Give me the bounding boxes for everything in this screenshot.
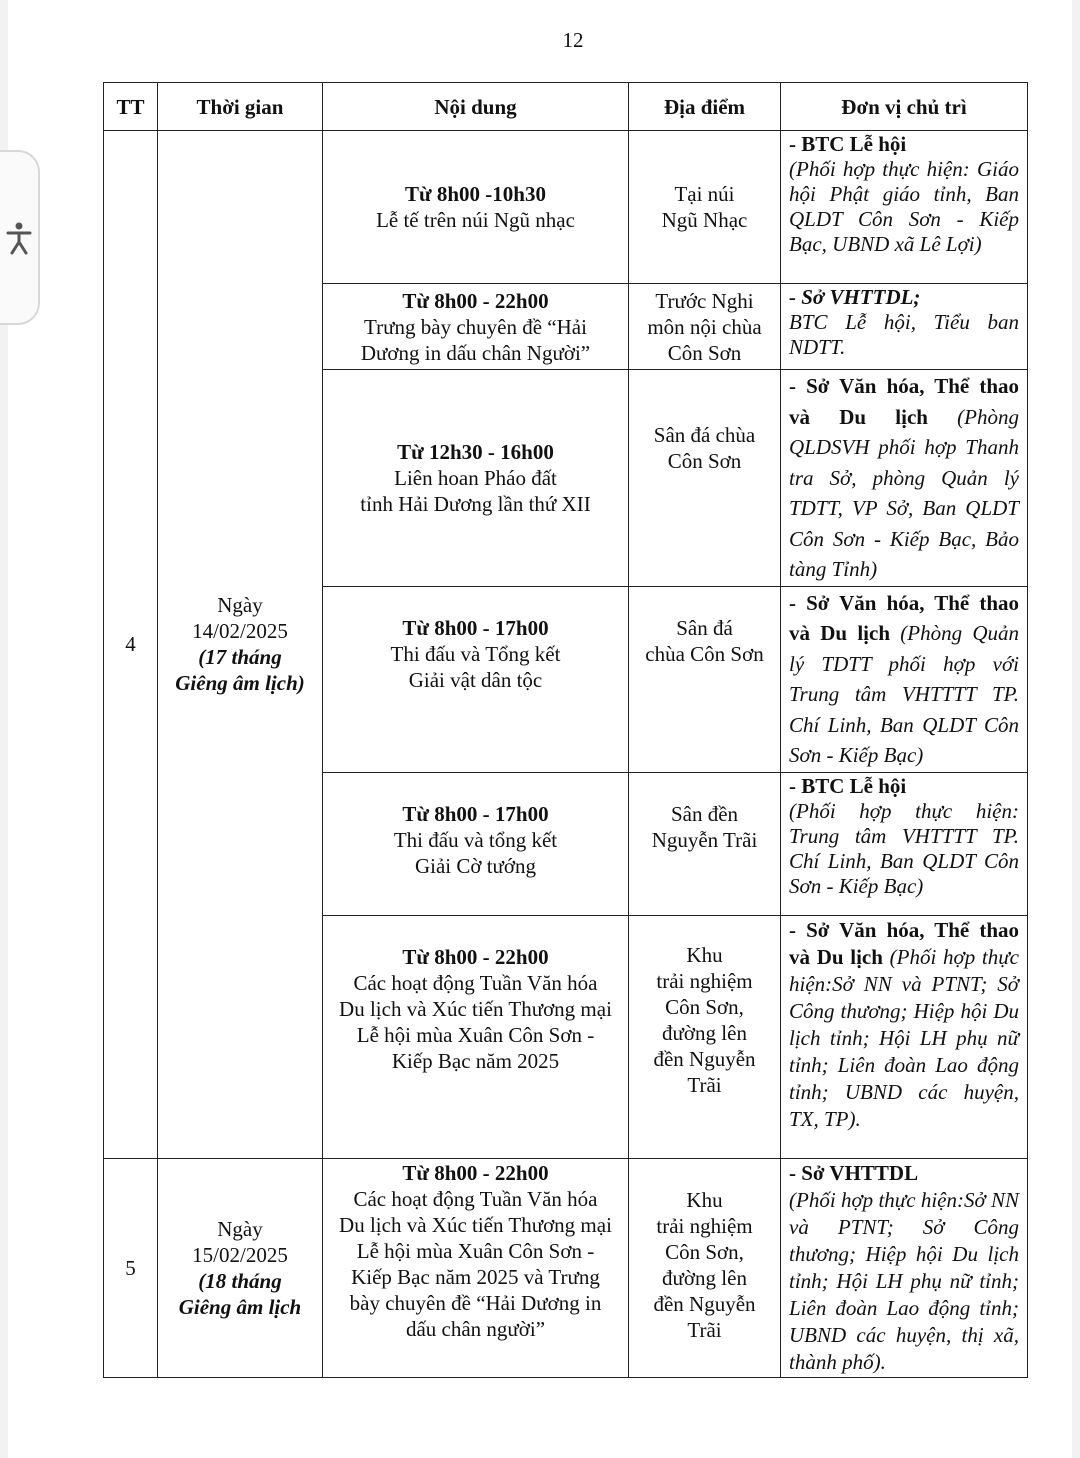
location-cell [629,284,781,370]
location-cell [629,370,781,587]
location-line: Côn Sơn [667,449,742,473]
organizer-cell [781,915,1028,1158]
date-label: Ngày [217,1216,263,1241]
page-number: 12 [562,28,584,52]
lunar-date: Giêng âm lịch) [175,671,305,696]
event-time: Từ 8h00 -10h30 [405,182,546,206]
location-line: Trước Nghi [655,288,754,313]
event-content: Giải vật dân tộc [408,667,543,692]
header-content: Nội dung [323,83,629,131]
date-cell [158,1158,323,1377]
location-line: Sân đá [676,615,733,640]
content-cell [323,131,629,284]
row-number: 5 [104,1158,158,1377]
content-cell [323,915,629,1158]
header-location: Địa điểm [629,83,781,131]
event-content: Du lịch và Xúc tiến Thương mại [339,996,612,1021]
location-cell [629,1158,781,1377]
location-line: Trãi [687,1317,722,1342]
content-cell [323,284,629,370]
event-content: Lễ tế trên núi Ngũ nhạc [376,208,575,232]
event-content: dấu chân người” [405,1316,546,1341]
organizer-cell [781,1158,1028,1377]
event-content: Các hoạt động Tuần Văn hóa [353,970,598,995]
event-content: Lễ hội mùa Xuân Côn Sơn - [356,1022,595,1047]
event-content: Dương in dấu chân Người” [360,340,591,365]
organizer-detail: (Phối hợp thực hiện: Trung tâm VHTTTT TP. Chí Linh, Ban QLDT Côn Sơn - Kiếp Bạc) [789,798,1019,898]
location-line: trải nghiệm [656,1213,753,1238]
event-content: Các hoạt động Tuần Văn hóa [353,1186,598,1211]
organizer-cell [781,586,1028,772]
organizer-name: - Sở Văn hóa, Thể thao và Du lịch [789,917,1019,969]
event-content: Thi đấu và tổng kết [393,827,558,852]
location-line: trải nghiệm [656,968,753,993]
date-value: 15/02/2025 [192,1242,288,1267]
event-time: Từ 8h00 - 22h00 [402,288,549,313]
event-time: Từ 12h30 - 16h00 [397,439,554,464]
organizer-name: - BTC Lễ hội [789,132,907,156]
row-number: 4 [104,131,158,1159]
content-cell [323,1158,629,1377]
location-line: môn nội chùa [647,314,762,339]
table-header-row [104,83,1028,131]
lunar-date: (17 tháng [198,645,282,670]
organizer-name: - BTC Lễ hội [789,773,907,798]
location-cell [629,772,781,915]
organizer-cell [781,772,1028,915]
header-tt: TT [104,83,158,131]
event-time: Từ 8h00 - 22h00 [402,944,549,969]
location-line: Khu [686,942,723,967]
location-line: Trãi [687,1072,722,1097]
location-line: đền Nguyễn [653,1046,756,1071]
organizer-detail: (Phối hợp thực hiện:Sở NN và PTNT; Sở Công thương; Hiệp hội Du lịch tỉnh; Hội LH phụ nữ tỉnh; Liên đoàn Lao động tỉnh; UBND các huyện, TX, TP). [789,944,1019,1131]
table-row [104,131,1028,284]
location-line: đường lên [662,1265,747,1290]
header-time: Thời gian [158,83,323,131]
content-cell [323,586,629,772]
event-content: Kiếp Bạc năm 2025 [391,1048,560,1073]
organizer-detail: (Phòng Quản lý TDTT phối hợp với Trung tâm VHTTTT TP. Chí Linh, Ban QLDT Côn Sơn - Kiếp Bạc) [789,621,1019,767]
location-line: đường lên [662,1020,747,1045]
header-organizer: Đơn vị chủ trì [781,83,1028,131]
location-line: Ngũ Nhạc [661,208,748,232]
organizer-name: - Sở VHTTDL; [789,285,921,309]
lunar-date: (18 tháng [198,1268,282,1293]
organizer-name: - Sở VHTTDL [789,1160,919,1185]
event-content: Giải Cờ tướng [414,853,537,878]
location-cell [629,131,781,284]
content-cell [323,772,629,915]
organizer-name: - Sở Văn hóa, Thể thao và Du lịch [789,590,1019,645]
event-time: Từ 8h00 - 17h00 [402,801,549,826]
date-value: 14/02/2025 [192,619,288,644]
event-content: Lễ hội mùa Xuân Côn Sơn - [356,1238,595,1263]
schedule-table [103,82,1028,1378]
location-line: Sân đền [670,801,739,826]
event-time: Từ 8h00 - 17h00 [402,615,549,640]
event-content: tỉnh Hải Dương lần thứ XII [360,491,591,516]
location-cell [629,915,781,1158]
location-line: Côn Sơn, [665,1239,744,1264]
lunar-date: Giêng âm lịch [178,1294,302,1319]
location-cell [629,586,781,772]
event-content: Kiếp Bạc năm 2025 và Trưng [351,1264,600,1289]
content-cell [323,370,629,587]
organizer-detail: (Phối hợp thực hiện: Giáo hội Phật giáo tỉnh, Ban QLDT Côn Sơn - Kiếp Bạc, UBND xã Lê Lợi) [789,157,1019,256]
event-content: Trưng bày chuyên đề “Hải [364,314,587,339]
organizer-name: - Sở Văn hóa, Thể thao và Du lịch [789,374,1019,429]
date-cell [158,131,323,1159]
location-line: Sân đá chùa [653,423,756,447]
organizer-cell [781,284,1028,370]
location-line: Côn Sơn [667,340,742,365]
organizer-detail: (Phòng QLDSVH phối hợp Thanh tra Sở, phòng Quản lý TDTT, VP Sở, Ban QLDT Côn Sơn - Kiếp Bạc, Bảo tàng Tỉnh) [789,404,1019,581]
table-row [104,1158,1028,1377]
event-time: Từ 8h00 - 22h00 [402,1160,549,1185]
location-line: Côn Sơn, [665,994,744,1019]
event-content: Thi đấu và Tổng kết [390,641,561,666]
organizer-detail: BTC Lễ hội, Tiểu ban NDTT. [789,310,1019,359]
location-line: chùa Côn Sơn [645,641,764,666]
accessibility-icon [6,221,32,255]
organizer-detail: (Phối hợp thực hiện:Sở NN và PTNT; Sở Công thương; Hiệp hội Du lịch tỉnh; Hội LH phụ nữ tỉnh; Liên đoàn Lao động tỉnh; UBND các huyện, thị xã, thành phố). [789,1187,1019,1374]
location-line: Tại núi [674,182,735,206]
location-line: đền Nguyễn [653,1291,756,1316]
organizer-cell [781,131,1028,284]
date-label: Ngày [217,593,263,618]
location-line: Khu [686,1187,723,1212]
event-content: Liên hoan Pháo đất [394,465,557,490]
location-line: Nguyễn Trãi [651,827,758,852]
accessibility-button[interactable] [0,150,40,325]
event-content: bày chuyên đề “Hải Dương in [349,1290,602,1315]
event-content: Du lịch và Xúc tiến Thương mại [339,1212,612,1237]
organizer-cell [781,370,1028,587]
